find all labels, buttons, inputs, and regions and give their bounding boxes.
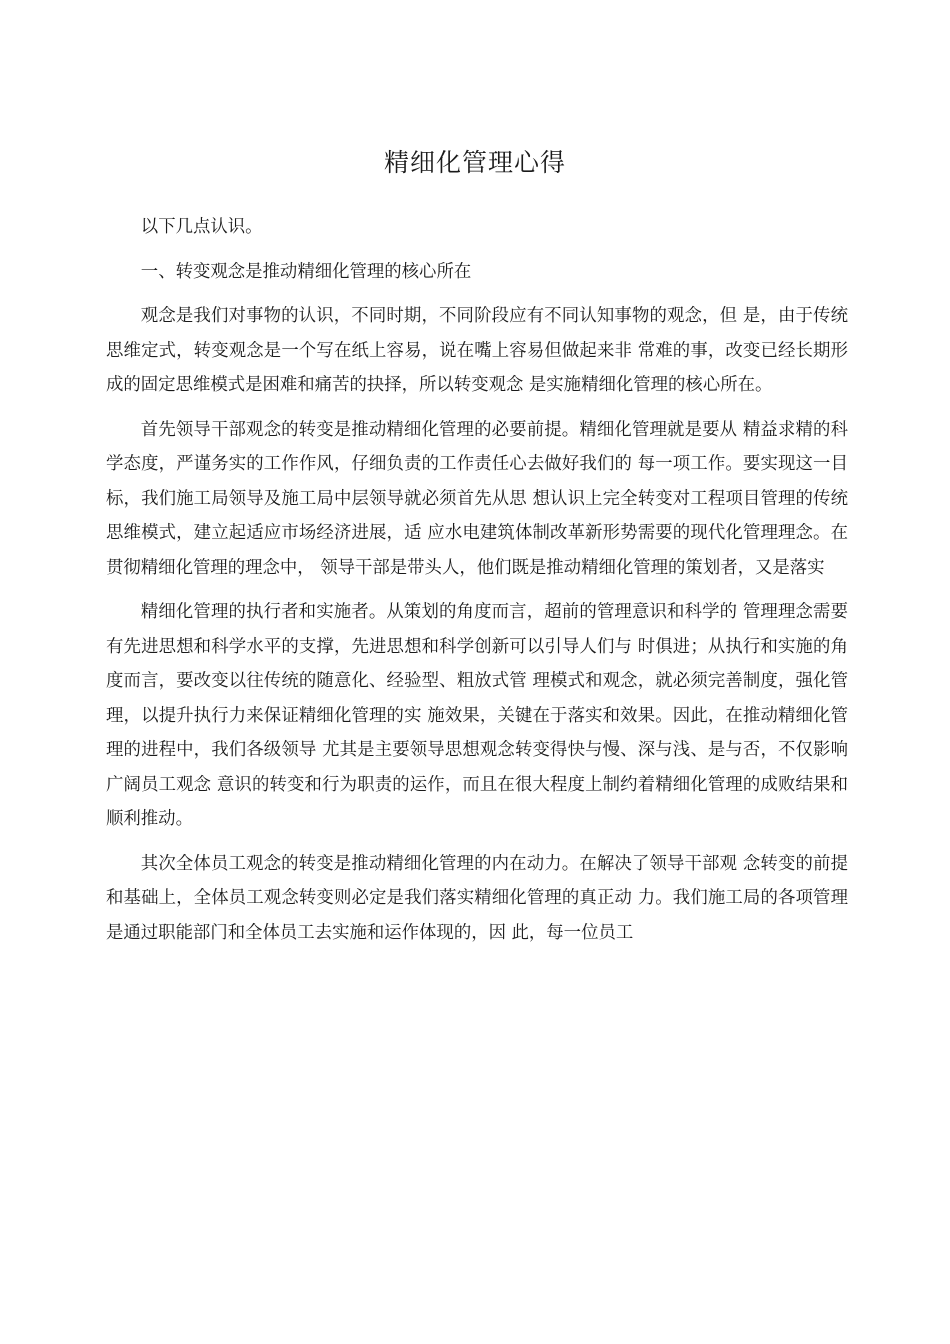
document-title: 精细化管理心得 [383,148,566,177]
paragraph-concept: 观念是我们对事物的认识，不同时期，不同阶段应有不同认知事物的观念，但 是，由于传统思维定式，转变观念是一个写在纸上容易，说在嘴上容易但做起来非 常难的事，改变已经长期形成的固定思维模式是困难和痛苦的抉择，所以转变观念 是实施精细化管理的核心所在。 [106,306,848,395]
document-body [106,210,848,960]
paragraph-employees: 其次全体员工观念的转变是推动精细化管理的内在动力。在解决了领导干部观 念转变的前提和基础上，全体员工观念转变则必定是我们落实精细化管理的真正动 力。我们施工局的各项管理是通过职能部门和全体员工去实施和运作体现的，因 此，每一位员工 [106,853,848,943]
paragraph-executors: 精细化管理的执行者和实施者。从策划的角度而言，超前的管理意识和科学的 管理理念需要有先进思想和科学水平的支撑，先进思想和科学创新可以引导人们与 时俱进；从执行和实施的角度而言，要改变以往传统的随意化、经验型、粗放式管 理模式和观念，就必须完善制度，强化管理，以提升执行力来保证精细化管理的实 施效果，关键在于落实和效果。因此，在推动精细化管理的进程中，我们各级领导 尤其是主要领导思想观念转变得快与慢、深与浅、是与否，不仅影响广阔员工观念 意识的转变和行为职责的运作，而且在很大程度上制约着精细化管理的成败结果和 顺利推动。 [106,602,848,829]
section-heading-1: 一、转变观念是推动精细化管理的核心所在 [140,261,472,282]
paragraph-leaders: 首先领导干部观念的转变是推动精细化管理的必要前提。精细化管理就是要从 精益求精的科学态度，严谨务实的工作作风，仔细负责的工作责任心去做好我们的 每一项工作。要实现这一目标，我们施工局领导及施工局中层领导就必须首先从思 想认识上完全转变对工程项目管理的传统思维模式，建立起适应市场经济进展，适 应水电建筑体制改革新形势需要的现代化管理理念。在贯彻精细化管理的理念中， 领导干部是带头人，他们既是推动精细化管理的策划者，又是落实 [106,419,848,578]
paragraph-intro: 以下几点认识。 [140,217,263,237]
